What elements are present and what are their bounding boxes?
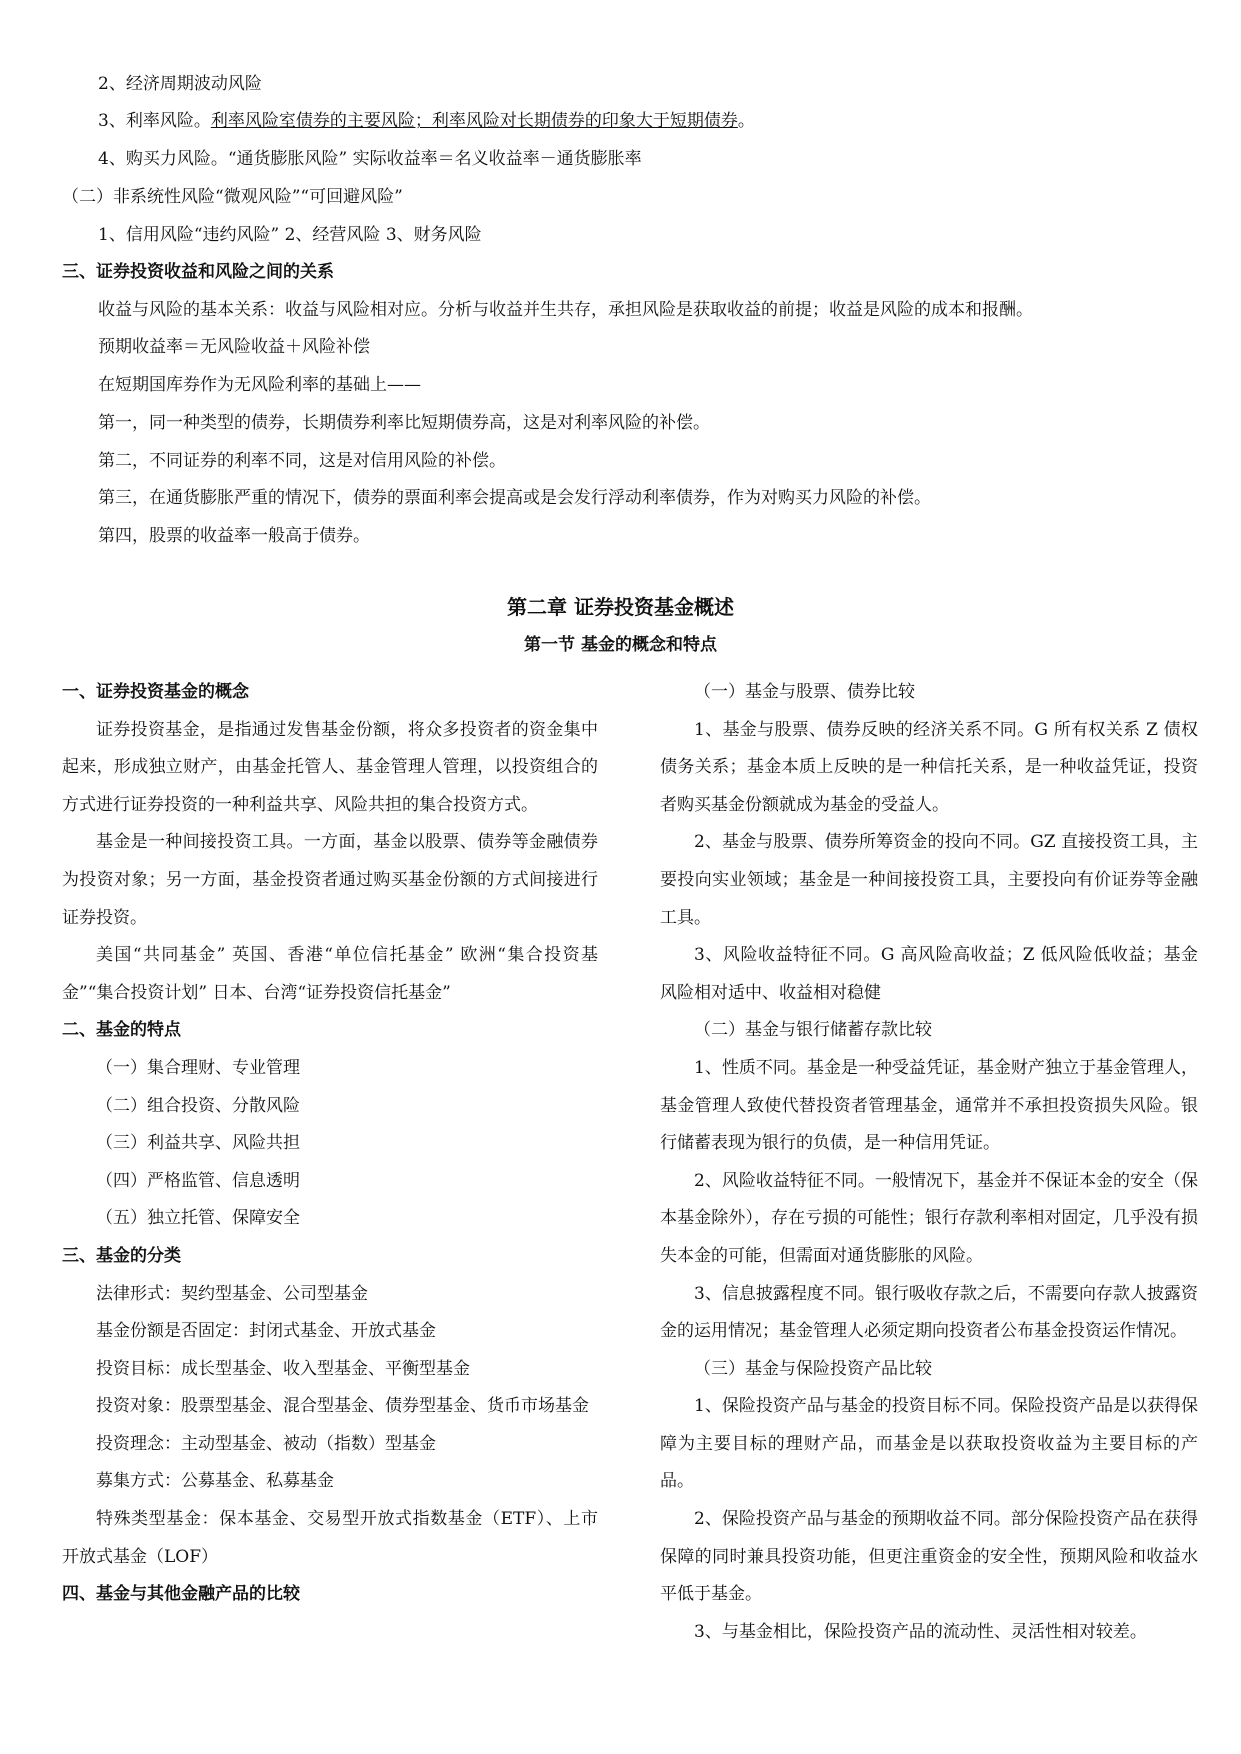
text-line: 收益与风险的基本关系：收益与风险相对应。分析与收益并生共存，承担风险是获取收益的前提；收益是风险的成本和报酬。 [98, 300, 1033, 320]
left-column [62, 674, 598, 1614]
list-item: 法律形式：契约型基金、公司型基金 [96, 1283, 368, 1304]
heading: 一、证券投资基金的概念 [62, 682, 249, 702]
list-item: 投资对象：股票型基金、混合型基金、债券型基金、货币市场基金 [96, 1396, 589, 1417]
heading: 四、基金与其他金融产品的比较 [62, 1584, 300, 1605]
text-line: 4、购买力风险。“通货膨胀风险” 实际收益率＝名义收益率－通货膨胀率 [98, 149, 642, 169]
text-line [98, 110, 755, 132]
text-line: 预期收益率＝无风险收益＋风险补偿 [98, 337, 370, 357]
text-line: （二）非系统性风险“微观风险”“可回避风险” [62, 187, 403, 207]
text-line: 第一，同一种类型的债券，长期债券利率比短期债券高，这是对利率风险的补偿。 [98, 413, 710, 433]
paragraph: 美国“共同基金” 英国、香港“单位信托基金” 欧洲“集合投资基金”“集合投资计划” 日本、台湾“证券投资信托基金” [62, 945, 598, 1003]
paragraph: 3、与基金相比，保险投资产品的流动性、灵活性相对较差。 [694, 1621, 1147, 1642]
list-item: 投资目标：成长型基金、收入型基金、平衡型基金 [96, 1358, 470, 1379]
paragraph: 2、保险投资产品与基金的预期收益不同。部分保险投资产品在获得保障的同时兼具投资功能，但更注重资金的安全性，预期风险和收益水平低于基金。 [660, 1509, 1198, 1605]
list-item: （一）集合理财、专业管理 [96, 1057, 300, 1078]
heading: 三、基金的分类 [62, 1245, 181, 1266]
paragraph: 3、风险收益特征不同。G 高风险高收益；Z 低风险低收益；基金风险相对适中、收益相对稳健 [660, 945, 1198, 1003]
subheading: （一）基金与股票、债券比较 [694, 682, 915, 702]
paragraph: 1、性质不同。基金是一种受益凭证，基金财产独立于基金管理人，基金管理人致使代替投资者管理基金，通常并不承担投资损失风险。银行储蓄表现为银行的负债，是一种信用凭证。 [660, 1057, 1198, 1154]
paragraph: 3、信息披露程度不同。银行吸收存款之后，不需要向存款人披露资金的运用情况；基金管理人必须定期向投资者公布基金投资运作情况。 [660, 1283, 1198, 1342]
text-line: 第四，股票的收益率一般高于债券。 [98, 526, 370, 546]
list-item: （二）组合投资、分散风险 [96, 1095, 300, 1116]
paragraph: 1、保险投资产品与基金的投资目标不同。保险投资产品是以获得保障为主要目标的理财产品，而基金是以获取投资收益为主要目标的产品。 [660, 1396, 1198, 1492]
text-line: 在短期国库券作为无风险利率的基础上—— [98, 375, 421, 395]
right-column [660, 674, 1198, 1651]
text-line: 1、信用风险“违约风险” 2、经营风险 3、财务风险 [98, 225, 482, 245]
paragraph: 2、风险收益特征不同。一般情况下，基金并不保证本金的安全（保本基金除外），存在亏损的可能性；银行存款利率相对固定，几乎没有损失本金的可能，但需面对通货膨胀的风险。 [660, 1170, 1198, 1266]
text-line: 第三，在通货膨胀严重的情况下，债券的票面利率会提高或是会发行浮动利率债券，作为对购买力风险的补偿。 [98, 488, 931, 508]
text-line: 2、经济周期波动风险 [98, 74, 262, 94]
underlined-text: 利率风险室债券的主要风险；利率风险对长期债券的印象大于短期债券 [210, 111, 738, 131]
chapter-title: 第二章 证券投资基金概述 [507, 595, 734, 619]
list-item: 基金份额是否固定：封闭式基金、开放式基金 [96, 1321, 436, 1342]
text-line: 第二，不同证券的利率不同，这是对信用风险的补偿。 [98, 451, 506, 471]
list-item: （四）严格监管、信息透明 [96, 1170, 300, 1191]
list-item: 特殊类型基金：保本基金、交易型开放式指数基金（ETF）、上市开放式基金（LOF） [62, 1509, 598, 1567]
list-item: 投资理念：主动型基金、被动（指数）型基金 [96, 1433, 436, 1454]
list-item: 募集方式：公募基金、私募基金 [96, 1471, 334, 1492]
subheading: （二）基金与银行储蓄存款比较 [694, 1020, 932, 1041]
paragraph: 2、基金与股票、债券所筹资金的投向不同。GZ 直接投资工具，主要投向实业领域；基金是一种间接投资工具，主要投向有价证券等金融工具。 [660, 832, 1198, 928]
text-span: 。 [737, 111, 755, 131]
paragraph: 1、基金与股票、债券反映的经济关系不同。G 所有权关系 Z 债权债务关系；基金本质上反映的是一种信托关系，是一种收益凭证，投资者购买基金份额就成为基金的受益人。 [660, 719, 1198, 815]
section-title: 第一节 基金的概念和特点 [524, 635, 717, 655]
list-item: （五）独立托管、保障安全 [96, 1208, 300, 1229]
paragraph: 基金是一种间接投资工具。一方面，基金以股票、债券等金融债券为投资对象；另一方面，基金投资者通过购买基金份额的方式间接进行证券投资。 [62, 832, 598, 928]
paragraph: 证券投资基金，是指通过发售基金份额，将众多投资者的资金集中起来，形成独立财产，由基金托管人、基金管理人管理，以投资组合的方式进行证券投资的一种利益共享、风险共担的集合投资方式。 [62, 719, 598, 815]
subheading: （三）基金与保险投资产品比较 [694, 1358, 932, 1379]
section-heading: 三、证券投资收益和风险之间的关系 [62, 262, 334, 282]
list-item: （三）利益共享、风险共担 [96, 1133, 300, 1154]
heading: 二、基金的特点 [62, 1020, 181, 1041]
text-span: 3、利率风险。 [98, 111, 211, 131]
